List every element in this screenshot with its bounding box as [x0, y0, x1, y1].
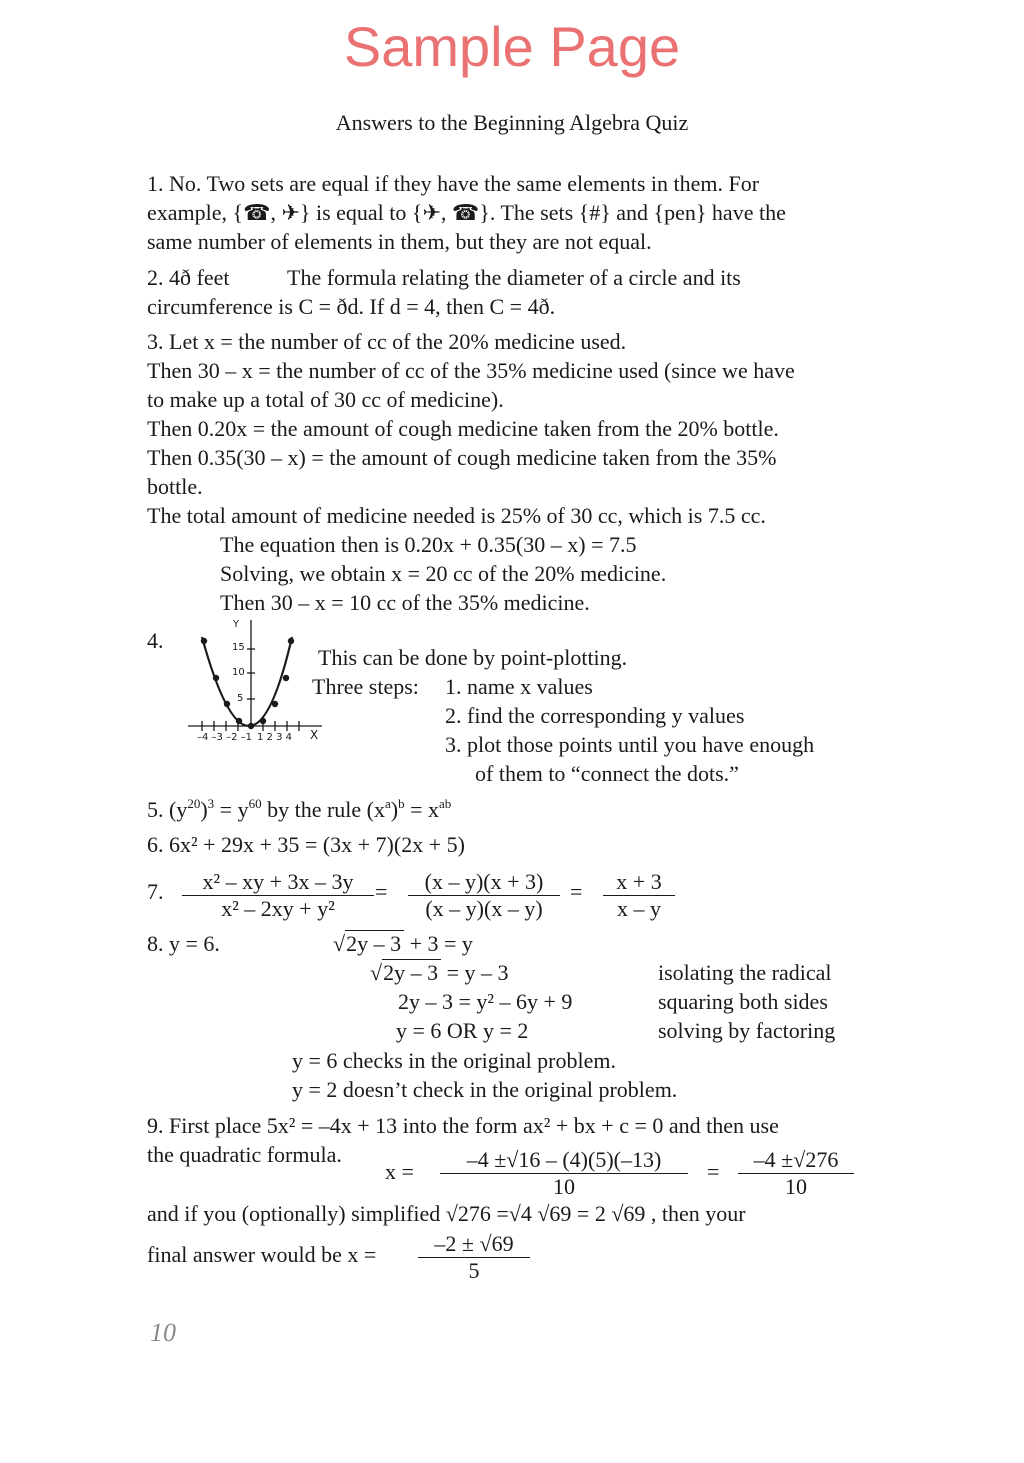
q9-line-1: 9. First place 5x² = –4x + 13 into the form ax² + bx + c = 0 and then use: [147, 1113, 779, 1138]
q2-line-2: circumference is C = ðd. If d = 4, then C = 4ð.: [147, 294, 556, 319]
q4-line-1: This can be done by point-plotting.: [318, 645, 628, 670]
q4-steps-label: Three steps:: [312, 674, 419, 699]
q9-final-fraction: $\frac{-2 \pm √69}{5}$: [418, 1232, 530, 1283]
q7-fraction-1: $\frac{\text{x² – xy + 3x – 3y}}{\text{x² – 2xy + y²}}$: [182, 870, 374, 921]
q7-equals-2: =: [570, 879, 583, 904]
graph-y-tick-10: 10: [232, 667, 245, 678]
watermark: Sample Page: [343, 15, 681, 78]
q8-row-2: √2y – 3 = y – 3: [370, 960, 509, 985]
graph-y-tick-15: 15: [232, 642, 245, 653]
q4-step-3: 3. plot those points until you have enough: [445, 732, 815, 757]
q8-row-1: √2y – 3 + 3 = y: [333, 931, 473, 956]
q3-line-10: Then 30 – x = 10 cc of the 35% medicine.: [220, 590, 590, 615]
q6-line: 6. 6x² + 29x + 35 = (3x + 7)(2x + 5): [147, 832, 465, 857]
q7-fraction-2: $\frac{(x - y)(x + 3)}{(x - y)(x - y)}$: [408, 870, 560, 921]
q4-step-2: 2. find the corresponding y values: [445, 703, 745, 728]
graph-y-label: Y: [233, 619, 240, 630]
q3-line-8: The equation then is 0.20x + 0.35(30 – x) = 7.5: [220, 532, 637, 557]
page-title: Answers to the Beginning Algebra Quiz: [335, 110, 689, 135]
q9-fraction-2: $\frac{-4 \pm√276}{10}$: [738, 1148, 854, 1199]
q3-line-5: Then 0.35(30 – x) = the amount of cough medicine taken from the 35%: [147, 445, 777, 470]
q2-line-1: The formula relating the diameter of a circle and its: [287, 265, 741, 290]
q8-row-4: y = 6 OR y = 2: [396, 1018, 529, 1043]
q1-line-2: example, {☎, ✈} is equal to {✈, ☎}. The sets {#} and {pen} have the: [147, 200, 786, 225]
q3-line-3: to make up a total of 30 cc of medicine).: [147, 387, 504, 412]
graph-x-label: X: [310, 728, 319, 742]
q8-check-1: y = 6 checks in the original problem.: [292, 1048, 616, 1073]
q8-note-3: solving by factoring: [658, 1018, 836, 1043]
q4-number: 4.: [147, 628, 164, 653]
q3-line-4: Then 0.20x = the amount of cough medicine taken from the 20% bottle.: [147, 416, 779, 441]
graph-y-tick-5: 5: [237, 693, 244, 704]
graph-x-ticks-positive: 1 2 3 4: [257, 732, 292, 743]
q1-line-1: 1. No. Two sets are equal if they have the same elements in them. For: [147, 171, 760, 196]
q8-row-3: 2y – 3 = y² – 6y + 9: [398, 989, 573, 1014]
q3-line-7: The total amount of medicine needed is 25% of 30 cc, which is 7.5 cc.: [147, 503, 766, 528]
q9-line-4: final answer would be x =: [147, 1242, 377, 1267]
q8-note-2: squaring both sides: [658, 989, 828, 1014]
q8-note-1: isolating the radical: [658, 960, 832, 985]
q7-equals-1: =: [375, 879, 388, 904]
q8-answer: 8. y = 6.: [147, 931, 220, 956]
q4-step-3-continued: of them to “connect the dots.”: [475, 761, 739, 786]
q9-equals: =: [707, 1159, 720, 1184]
parabola-graph: [180, 615, 330, 745]
q8-check-2: y = 2 doesn’t check in the original problem.: [292, 1077, 678, 1102]
q2-answer: 2. 4ð feet: [147, 265, 230, 290]
q3-line-9: Solving, we obtain x = 20 cc of the 20% medicine.: [220, 561, 667, 586]
q7-fraction-3: $\frac{x + 3}{x - y}$: [603, 870, 675, 921]
q1-line-3: same number of elements in them, but they are not equal.: [147, 229, 652, 254]
q4-step-1: 1. name x values: [445, 674, 593, 699]
q9-line-2: the quadratic formula.: [147, 1142, 342, 1167]
page-number: 10: [150, 1318, 176, 1347]
graph-x-ticks-negative: –4 –3 –2 –1: [197, 732, 252, 743]
q3-line-2: Then 30 – x = the number of cc of the 35% medicine used (since we have: [147, 358, 795, 383]
q9-x-equals: x =: [385, 1159, 414, 1184]
q5-line: 5. $(y^{20})^3 = y^{60}$ by the rule $(x^a)^b = x^{ab}$: [147, 796, 452, 822]
q9-line-3: and if you (optionally) simplified √276 =√4 √69 = 2 √69 , then your: [147, 1201, 746, 1226]
q9-fraction-1: $\frac{-4 \pm√16 - (4)(5)(-13)}{10}$: [440, 1148, 688, 1199]
q3-line-6: bottle.: [147, 474, 203, 499]
q3-line-1: 3. Let x = the number of cc of the 20% medicine used.: [147, 329, 627, 354]
parabola-curve: [202, 637, 292, 726]
q7-number: 7.: [147, 879, 164, 904]
